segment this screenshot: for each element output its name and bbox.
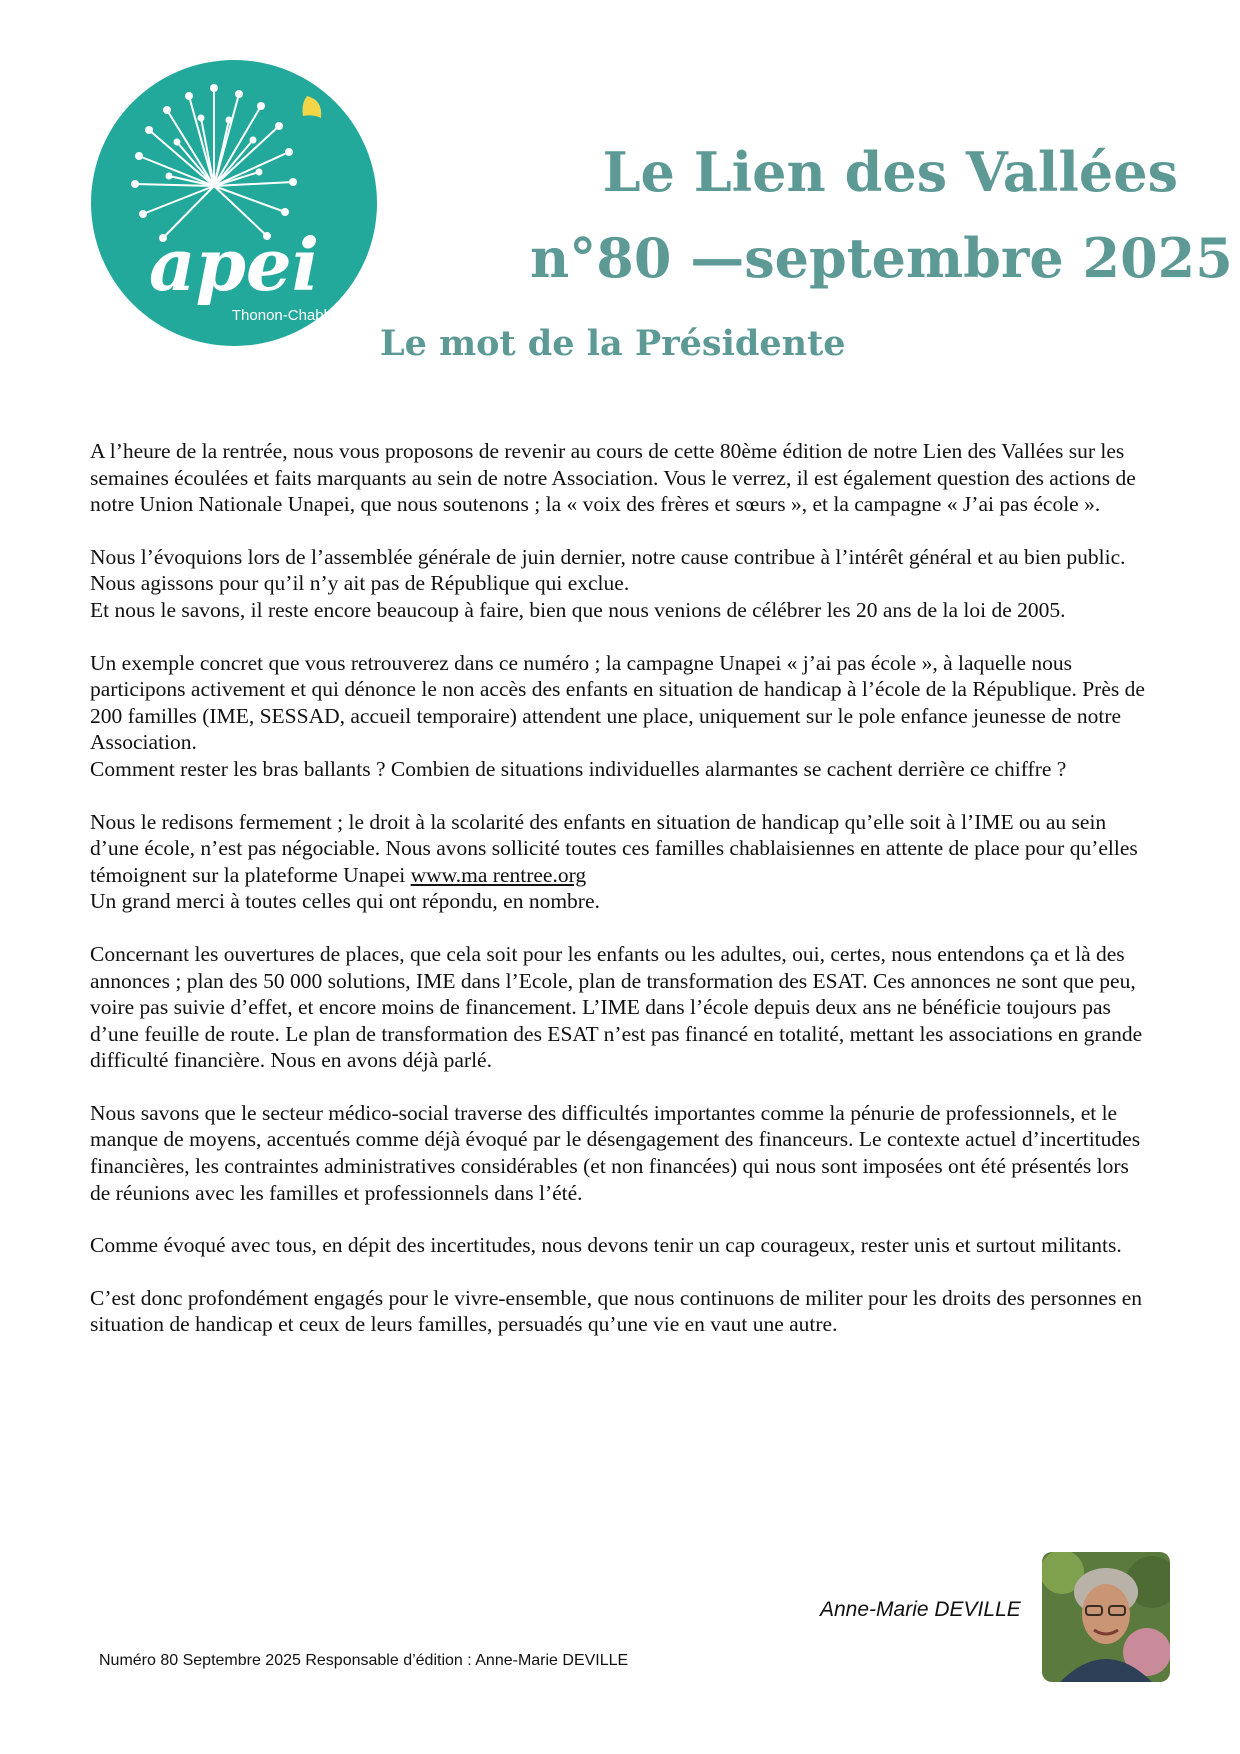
- paragraph-4: [90, 809, 1152, 915]
- issue-number: n°80 —septembre 2025: [530, 226, 1233, 290]
- footer-credits: Numéro 80 Septembre 2025 Responsable d’édition : Anne-Marie DEVILLE: [99, 1652, 629, 1669]
- paragraph-3b: Comment rester les bras ballants ? Combien de situations individuelles alarmantes se cachent derrière ce chiffre ?: [90, 756, 1067, 781]
- website-link[interactable]: www.ma rentree.org: [410, 862, 587, 887]
- section-title: Le mot de la Présidente: [380, 323, 846, 364]
- newsletter-title: Le Lien des Vallées: [602, 140, 1178, 204]
- paragraph-1: A l’heure de la rentrée, nous vous proposons de revenir au cours de cette 80ème édition de notre Lien des Vallées sur les semaines écoulées et faits marquants au sein de notre Association. Vous le verrez, il est également question des actions de notre Union Nationale Unapei, que nous soutenons ; la « voix des frères et sœurs », et la campagne « J’ai pas école ».: [90, 439, 1136, 517]
- paragraph-3: [90, 650, 1152, 783]
- paragraph-5: Concernant les ouvertures de places, que cela soit pour les enfants ou les adultes, oui, certes, nous entendons ça et là des annonces ; plan des 50 000 solutions, IME dans l’Ecole, plan de transformation des ESAT. Ces annonces ne sont que peu, voire pas suivie d’effet, et encore moins de financement. L’IME dans l’école depuis deux ans ne bénéficie toujours pas d’une feuille de route. Le plan de transformation des ESAT n’est pas financé en totalité, mettant les associations en grande difficulté financière. Nous en avons déjà parlé.: [90, 941, 1143, 1073]
- paragraph-4a: Nous le redisons fermement ; le droit à la scolarité des enfants en situation de handicap qu’elle soit à l’IME ou au sein d’une école, n’est pas négociable. Nous avons sollicité toutes ces familles chablaisiennes en attente de place pour qu’elles témoignent sur la plateforme Unapei: [90, 809, 1138, 887]
- article-body: [90, 438, 1152, 1364]
- paragraph-6: Nous savons que le secteur médico-social traverse des difficultés importantes comme la pénurie de professionnels, et le manque de moyens, accentués comme déjà évoqué par le désengagement des financeurs. Le contexte actuel d’incertitudes financières, les contraintes administratives considérables (et non financées) qui nous sont imposées ont été présentés lors de réunions avec les familles et professionnels dans l’été.: [90, 1100, 1141, 1205]
- paragraph-7: Comme évoqué avec tous, en dépit des incertitudes, nous devons tenir un cap courageux, rester unis et surtout militants.: [90, 1233, 1122, 1258]
- logo-graphic: [89, 58, 379, 348]
- paragraph-3a: Un exemple concret que vous retrouverez dans ce numéro ; la campagne Unapei « j’ai pas école », à laquelle nous participons activement et qui dénonce le non accès des enfants en situation de handicap à l’école de la République. Près de 200 familles (IME, SESSAD, accueil temporaire) attendent une place, uniquement sur le pole enfance jeunesse de notre Association.: [90, 650, 1145, 755]
- paragraph-4b: Un grand merci à toutes celles qui ont répondu, en nombre.: [90, 889, 600, 914]
- president-photo: [1042, 1552, 1170, 1682]
- logo-text: apei: [148, 222, 320, 307]
- portrait-image: [1042, 1552, 1170, 1682]
- paragraph-2a: Nous l’évoquions lors de l’assemblée générale de juin dernier, notre cause contribue à l’intérêt général et au bien public. Nous agissons pour qu’il n’y ait pas de République qui exclue.: [90, 544, 1126, 596]
- paragraph-8: C’est donc profondément engagés pour le vivre-ensemble, que nous continuons de militer pour les droits des personnes en situation de handicap et ceux de leurs familles, persuadés qu’une vie en vaut une autre.: [90, 1285, 1143, 1337]
- apei-logo: [89, 58, 379, 348]
- paragraph-2b: Et nous le savons, il reste encore beaucoup à faire, bien que nous venions de célébrer les 20 ans de la loi de 2005.: [90, 597, 1066, 622]
- logo-subtext: Thonon-Chablais: [231, 307, 347, 324]
- signature: Anne-Marie DEVILLE: [820, 1598, 1021, 1621]
- paragraph-2: [90, 544, 1152, 624]
